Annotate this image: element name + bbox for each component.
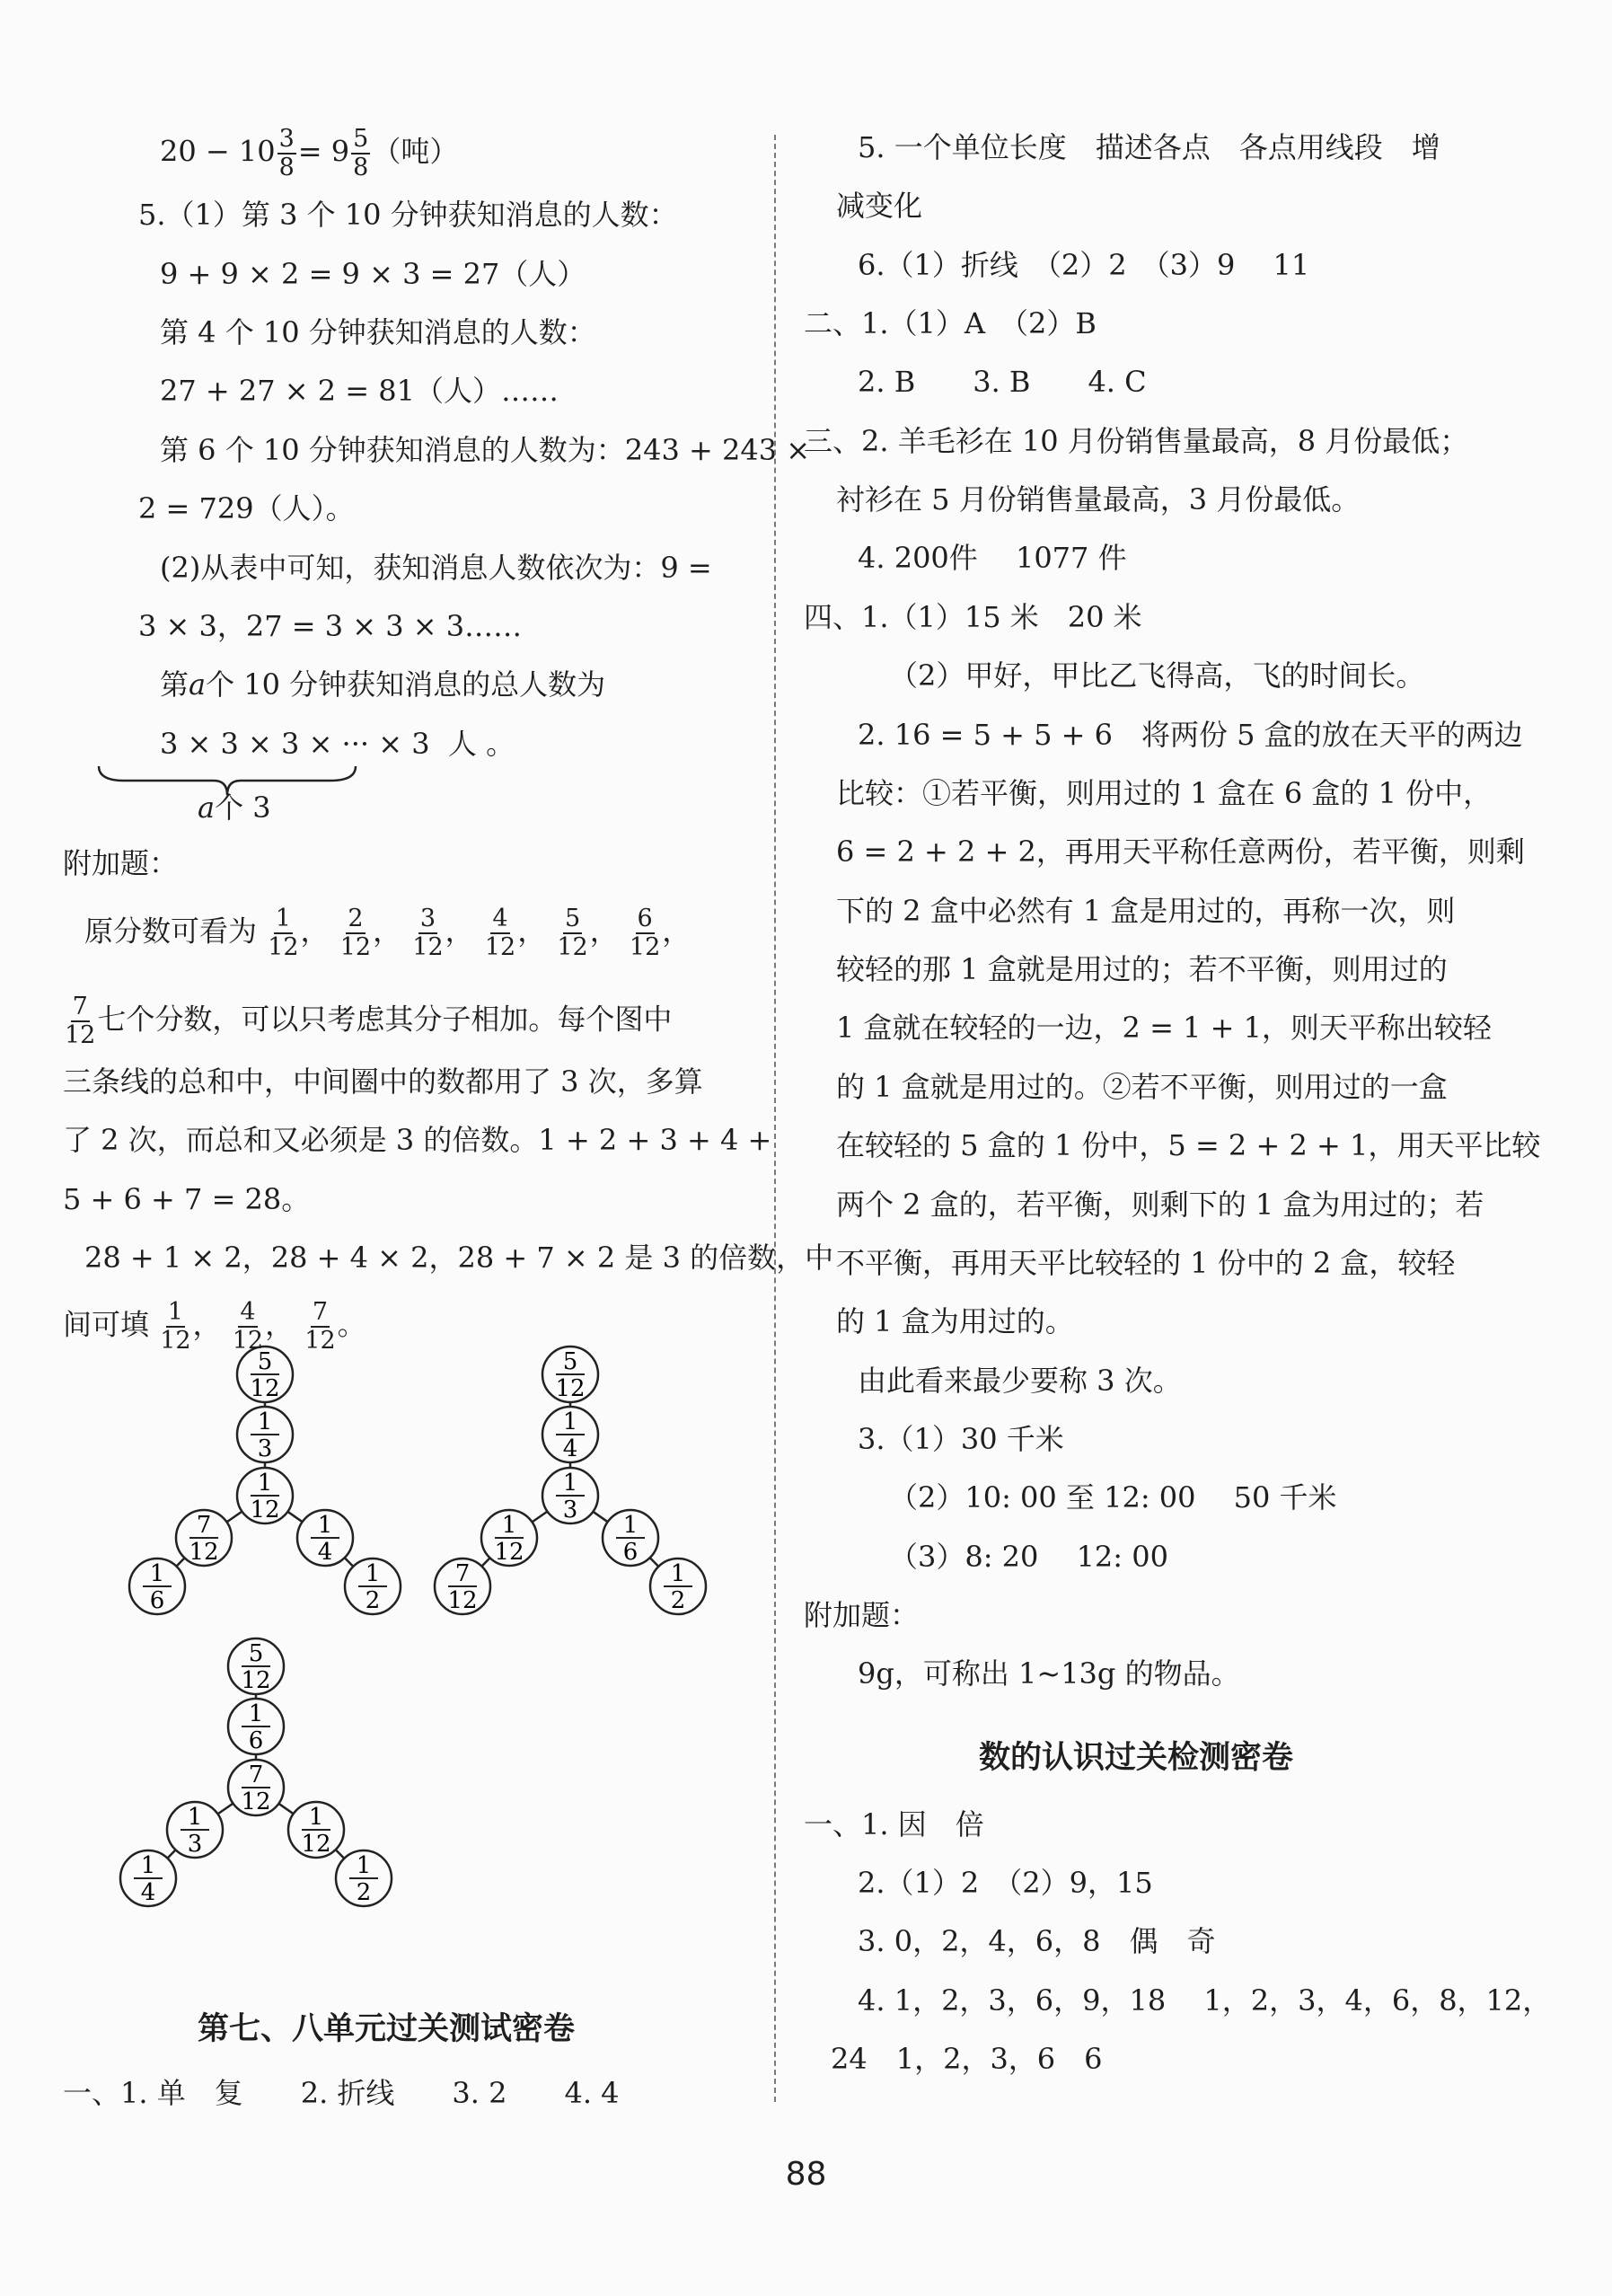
node-numerator: 1	[501, 1512, 517, 1539]
text-line: 3.（1）30 千米	[858, 1422, 1064, 1456]
text-line: 三条线的总和中，中间圈中的数都用了 3 次，多算	[63, 1064, 703, 1099]
tree-node-lb	[129, 1559, 185, 1614]
node-denominator: 3	[257, 1435, 273, 1462]
node-denominator: 2	[356, 1879, 372, 1906]
tree-node-mid	[228, 1699, 284, 1754]
text-line: 5 + 6 + 7 = 28。	[63, 1182, 311, 1216]
node-denominator: 6	[149, 1587, 165, 1614]
node-numerator: 1	[317, 1512, 333, 1539]
text-line: 2. B 3. B 4. C	[858, 365, 1147, 399]
node-denominator: 2	[670, 1587, 686, 1614]
text-line: 的 1 盒就是用过的。②若不平衡，则用过的一盒	[836, 1070, 1448, 1104]
text-line: 第a个 10 分钟获知消息的总人数为	[160, 667, 606, 702]
node-denominator: 4	[140, 1879, 156, 1906]
tree-node-ra	[603, 1510, 658, 1566]
tree-node-ra	[297, 1510, 353, 1566]
text-line: 较轻的那 1 盒就是用过的；若不平衡，则用过的	[836, 952, 1448, 986]
node-numerator: 5	[562, 1348, 578, 1375]
underbrace-label: a个 3	[198, 790, 271, 825]
text-line: 3. 0，2，4，6，8 偶 奇	[858, 1924, 1216, 1958]
tree-node-lb	[435, 1559, 490, 1614]
tree-node-center	[237, 1468, 293, 1523]
text-line: 三、2. 羊毛衫在 10 月份销售量最高，8 月份最低；	[804, 424, 1469, 458]
tree-node-rb	[650, 1559, 706, 1614]
text-line: （3）8: 20 12: 00	[889, 1540, 1168, 1574]
text-line: (2)从表中可知，获知消息人数依次为：9 =	[160, 551, 712, 585]
tree-node-top	[542, 1347, 598, 1402]
tree-edge	[177, 1558, 185, 1566]
node-denominator: 12	[250, 1497, 280, 1523]
fraction-tree-1	[126, 1347, 413, 1680]
node-numerator: 1	[562, 1470, 578, 1497]
node-numerator: 7	[248, 1762, 264, 1788]
text-line: 4. 1，2，3，6，9，18 1，2，3，4，6，8，12，	[858, 1983, 1552, 2018]
text-line: 两个 2 盒的，若平衡，则剩下的 1 盒为用过的；若	[836, 1188, 1484, 1222]
tree-node-lb	[120, 1850, 176, 1906]
node-denominator: 12	[189, 1539, 219, 1566]
tree-node-rb	[336, 1850, 392, 1906]
node-denominator: 12	[494, 1539, 524, 1566]
node-denominator: 4	[562, 1435, 578, 1462]
text-line: 3 × 3，27 = 3 × 3 × 3……	[138, 609, 523, 643]
node-denominator: 6	[248, 1727, 264, 1754]
text-line: 不平衡，再用天平比较轻的 1 份中的 2 盒，较轻	[836, 1246, 1456, 1280]
text-line: 24 1，2，3，6 6	[831, 2042, 1103, 2076]
text-line: 第 6 个 10 分钟获知消息的人数为：243 + 243 ×	[160, 433, 811, 467]
tree-edge	[482, 1558, 490, 1566]
node-numerator: 7	[196, 1512, 212, 1539]
text-line: 二、1.（1）A （2）B	[804, 306, 1097, 340]
node-numerator: 1	[622, 1512, 639, 1539]
text-line: 6.（1）折线 （2）2 （3）9 11	[858, 248, 1310, 282]
fraction-list: 原分数可看为 $\frac{1}{12}$ ， $\frac{2}{12}$ ， $\frac{3}{12}$ ， $\frac{4}{12}$ ， $\frac{5}{12}$ ， $\frac{6}{12}$ ，	[84, 905, 691, 961]
extra-question-title: 附加题：	[804, 1598, 920, 1632]
fraction-tree-2	[431, 1347, 718, 1680]
text-line: 减变化	[836, 189, 923, 223]
text-line: 在较轻的 5 盒的 1 份中，5 = 2 + 2 + 1，用天平比较	[836, 1128, 1541, 1162]
node-numerator: 1	[257, 1470, 273, 1497]
tree-edge	[533, 1512, 548, 1523]
node-numerator: 1	[257, 1409, 273, 1435]
text-line: 下的 2 盒中必然有 1 盒是用过的，再称一次，则	[836, 894, 1456, 928]
tree-edge	[287, 1512, 302, 1522]
tree-node-top	[237, 1347, 293, 1402]
section-title-unit-7-8: 第七、八单元过关测试密卷	[198, 2011, 576, 2047]
node-denominator: 12	[301, 1831, 331, 1858]
node-denominator: 2	[365, 1587, 381, 1614]
text-line: 28 + 1 × 2，28 + 4 × 2，28 + 7 × 2 是 3 的倍数，中	[84, 1241, 834, 1275]
text-line: 2. 16 = 5 + 5 + 6 将两份 5 盒的放在天平的两边	[858, 718, 1523, 752]
text-line: 了 2 次，而总和又必须是 3 的倍数。1 + 2 + 3 + 4 +	[63, 1123, 772, 1157]
node-numerator: 1	[562, 1409, 578, 1435]
tree-edge	[227, 1512, 242, 1523]
column-divider	[774, 135, 776, 2102]
node-denominator: 3	[562, 1497, 578, 1523]
text-line: 2 = 729（人）。	[138, 491, 355, 525]
tree-edge	[218, 1804, 233, 1815]
node-numerator: 5	[257, 1348, 273, 1375]
text-line: 5. 一个单位长度 描述各点 各点用线段 增	[858, 130, 1440, 164]
node-numerator: 1	[248, 1700, 264, 1727]
text-line: 4. 200件 1077 件	[858, 541, 1127, 575]
text-line: 间可填 $\frac{1}{12}$ ， $\frac{4}{12}$ ， $\frac{7}{12}$ 。	[63, 1298, 366, 1355]
text-line: 由此看来最少要称 3 次。	[858, 1364, 1182, 1398]
text-line: 四、1.（1）15 米 20 米	[804, 600, 1142, 634]
tree-edge	[278, 1804, 293, 1814]
eq-line-1: 20 − 10 $\frac{3}{8}$ = 9 $\frac{5}{8}$ （吨）	[160, 125, 459, 181]
node-denominator: 12	[241, 1667, 271, 1694]
tree-node-mid	[237, 1407, 293, 1462]
section-title-number-recognition: 数的认识过关检测密卷	[979, 1740, 1294, 1776]
product-expression: 3 × 3 × 3 × ··· × 3 人 。	[160, 727, 515, 761]
text-line: 9 + 9 × 2 = 9 × 3 = 27（人）	[160, 257, 586, 291]
node-numerator: 1	[149, 1560, 165, 1587]
tree-node-la	[481, 1510, 537, 1566]
node-denominator: 3	[187, 1831, 203, 1858]
node-numerator: 1	[365, 1560, 381, 1587]
tree-edge	[168, 1850, 176, 1858]
node-denominator: 12	[447, 1587, 478, 1614]
extra-question-title: 附加题：	[63, 846, 179, 880]
tree-node-ra	[288, 1802, 344, 1858]
text-line: 2.（1）2 （2）9，15	[858, 1866, 1153, 1900]
tree-node-mid	[542, 1407, 598, 1462]
tree-edge	[593, 1512, 607, 1522]
text-line: 27 + 27 × 2 = 81（人）……	[160, 374, 559, 408]
tree-node-center	[542, 1468, 598, 1523]
text-line: 一、1. 单 复 2. 折线 3. 2 4. 4	[63, 2076, 620, 2110]
text-line: （2）10: 00 至 12: 00 50 千米	[889, 1480, 1337, 1514]
node-numerator: 1	[140, 1852, 156, 1879]
fraction-tree-3	[117, 1639, 413, 1972]
text-line: 6 = 2 + 2 + 2，再用天平称任意两份，若平衡，则剩	[836, 835, 1525, 869]
text-line: 1 盒就在较轻的一边，2 = 1 + 1，则天平称出较轻	[836, 1011, 1492, 1045]
text-line: 的 1 盒为用过的。	[836, 1304, 1074, 1338]
fraction: $\frac{3}{8}$	[278, 125, 295, 181]
tree-node-la	[176, 1510, 232, 1566]
tree-node-center	[228, 1760, 284, 1815]
tree-edge	[650, 1558, 659, 1567]
text-line: （2）甲好，甲比乙飞得高，飞的时间长。	[889, 658, 1425, 693]
tree-node-rb	[345, 1559, 401, 1614]
node-numerator: 5	[248, 1640, 264, 1667]
text-line: 第 4 个 10 分钟获知消息的人数：	[160, 315, 596, 349]
node-numerator: 1	[308, 1804, 324, 1831]
text-line: 5.（1）第 3 个 10 分钟获知消息的人数：	[138, 198, 678, 232]
tree-node-la	[167, 1802, 223, 1858]
fraction: $\frac{5}{8}$	[353, 125, 369, 181]
node-denominator: 12	[250, 1375, 280, 1402]
node-denominator: 6	[622, 1539, 639, 1566]
node-numerator: 7	[454, 1560, 471, 1587]
text-line: 衬衫在 5 月份销售量最高，3 月份最低。	[836, 482, 1361, 517]
node-denominator: 12	[555, 1375, 586, 1402]
node-denominator: 4	[317, 1539, 333, 1566]
text-line: 比较：①若平衡，则用过的 1 盒在 6 盒的 1 份中，	[836, 776, 1493, 810]
text-line: $\frac{7}{12}$ 七个分数，可以只考虑其分子相加。每个图中	[65, 993, 673, 1049]
node-numerator: 1	[356, 1852, 372, 1879]
tree-edge	[345, 1558, 354, 1567]
tree-node-top	[228, 1638, 284, 1694]
node-numerator: 1	[670, 1560, 686, 1587]
page-number: 88	[785, 2156, 827, 2193]
tree-edge	[336, 1850, 345, 1859]
node-numerator: 1	[187, 1804, 203, 1831]
text-line: 一、1. 因 倍	[804, 1807, 984, 1841]
text-line: 9g，可称出 1~13g 的物品。	[858, 1656, 1240, 1691]
node-denominator: 12	[241, 1788, 271, 1815]
